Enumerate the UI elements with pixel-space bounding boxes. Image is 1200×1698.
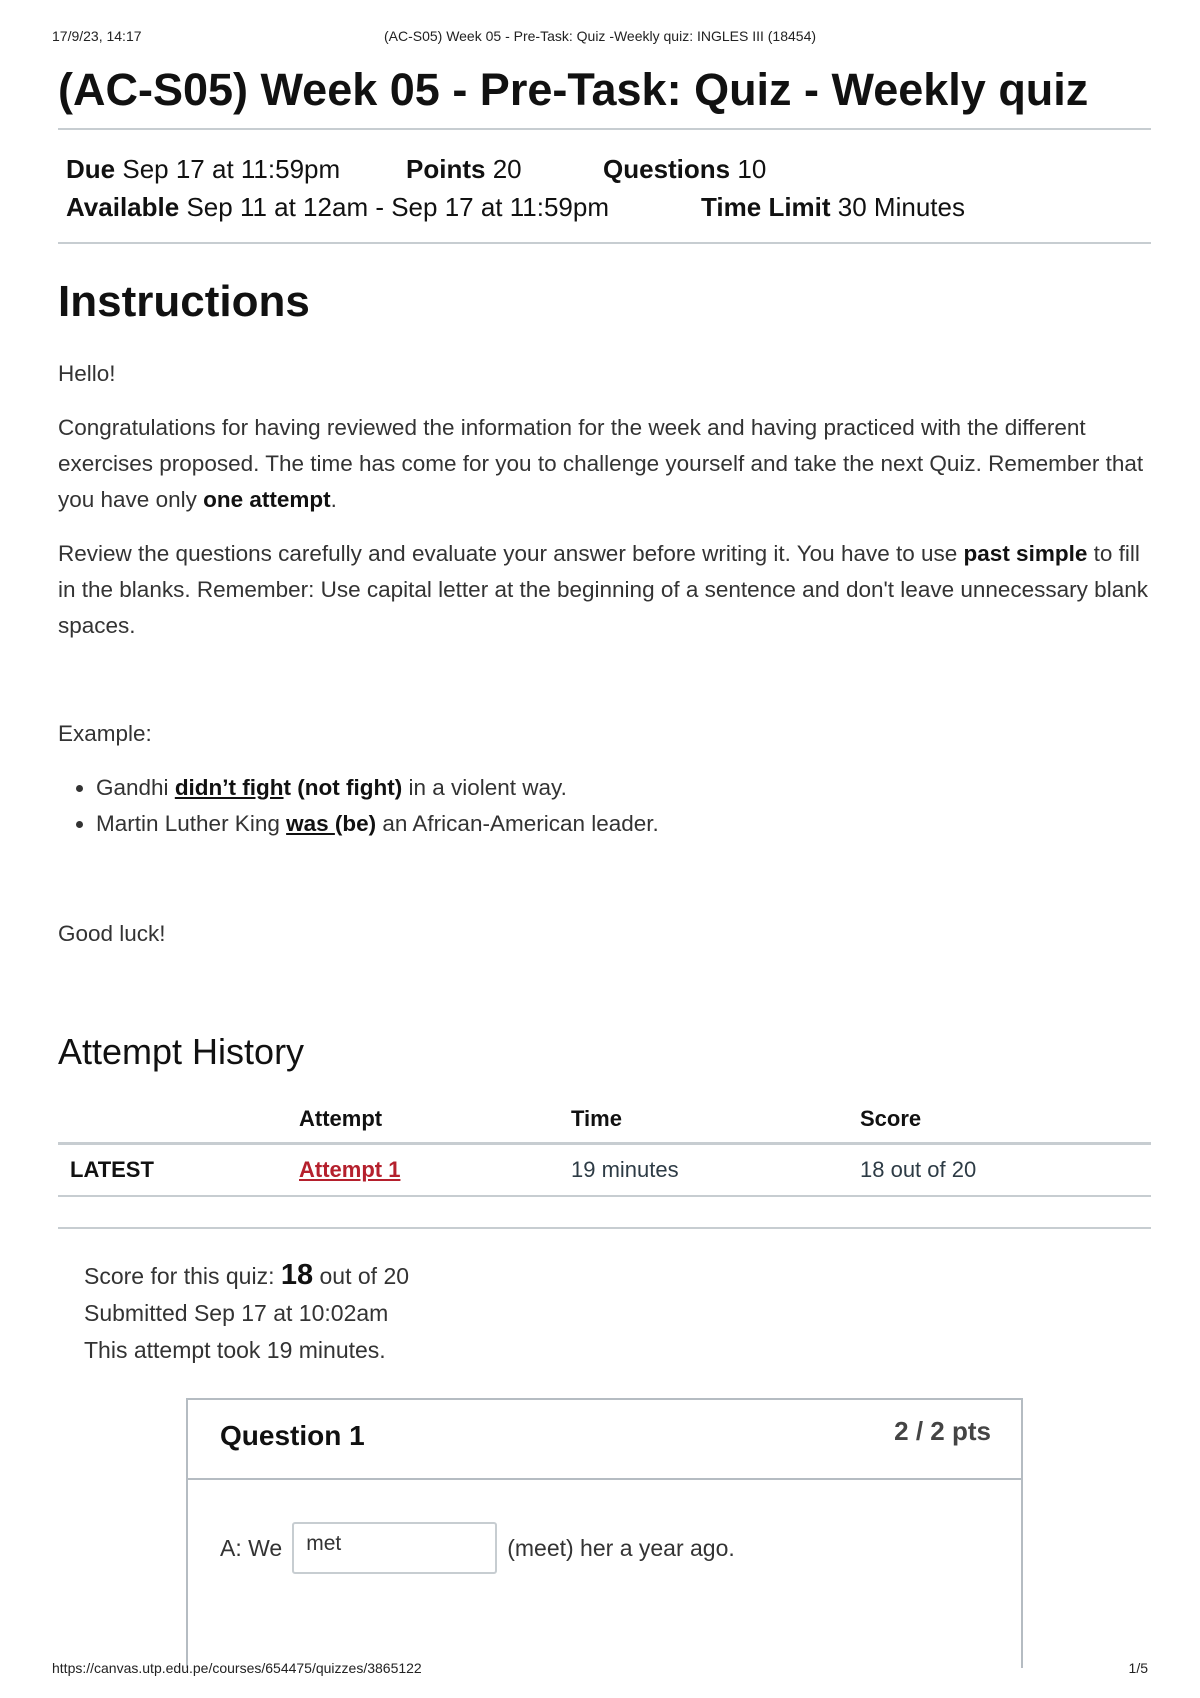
instructions-paragraph-2: Review the questions carefully and evaluate your answer before writing it. You have to use past simple to fill in the blanks. Remember: Use capital letter at the beginning of a sentence and don't leave unnecessary blank spaces.: [58, 541, 1148, 638]
example-item: • Martin Luther King was (be) an African-American leader.: [96, 806, 1151, 842]
print-date: 17/9/23, 14:17: [52, 28, 142, 44]
good-luck-text: Good luck!: [58, 921, 166, 946]
divider: [58, 242, 1151, 244]
quiz-content: [58, 60, 1151, 1369]
submitted-time: Submitted Sep 17 at 10:02am: [84, 1300, 389, 1326]
question-sentence: [220, 1522, 1021, 1574]
quiz-score: Score for this quiz: 18 out of 20: [84, 1259, 410, 1291]
points-label: Points: [406, 154, 486, 184]
attempt-history-heading: Attempt History: [58, 1031, 305, 1072]
questions-detail: [603, 150, 766, 188]
attempt-history-table: [58, 1096, 1151, 1197]
column-header-time: Time: [559, 1096, 848, 1144]
attempt-duration: This attempt took 19 minutes.: [84, 1337, 386, 1363]
latest-label: LATEST: [58, 1144, 287, 1197]
due-detail: [66, 150, 406, 188]
print-footer: [52, 1660, 1148, 1680]
question-title: Question 1: [220, 1420, 365, 1451]
question-header: [188, 1400, 1021, 1480]
column-header: [58, 1096, 287, 1144]
print-document-title: (AC-S05) Week 05 - Pre-Task: Quiz -Weekly quiz: INGLES III (18454): [383, 28, 817, 44]
table-header-row: [58, 1096, 1151, 1144]
points-detail: [406, 150, 603, 188]
example-label: Example:: [58, 721, 152, 746]
time-limit-value: 30 Minutes: [837, 192, 965, 222]
details-row-1: [66, 150, 1151, 188]
examples-list: [58, 770, 1151, 842]
print-header: [52, 28, 1148, 48]
table-row: [58, 1144, 1151, 1197]
attempt-cell: [287, 1144, 559, 1197]
answer-field[interactable]: met: [292, 1522, 497, 1574]
available-label: Available: [66, 192, 180, 222]
attempt-1-link[interactable]: Attempt 1: [299, 1157, 401, 1182]
available-value: Sep 11 at 12am - Sep 17 at 11:59pm: [186, 192, 609, 222]
questions-value: 10: [737, 154, 767, 184]
available-detail: [66, 188, 701, 226]
time-limit-label: Time Limit: [701, 192, 831, 222]
quiz-result-summary: [58, 1257, 1151, 1369]
instructions-body: [58, 356, 1151, 952]
instructions-paragraph-1: Congratulations for having reviewed the information for the week and having practiced with the different exercises proposed. The time has come for you to challenge yourself and take the next Quiz. Remember that you have only one attempt.: [58, 415, 1144, 512]
column-header-score: Score: [848, 1096, 1151, 1144]
question-prefix: A: We: [220, 1534, 283, 1561]
divider: [58, 1227, 1151, 1229]
page-title: (AC-S05) Week 05 - Pre-Task: Quiz - Weekly quiz: [58, 64, 1089, 115]
question-points: 2 / 2 pts: [894, 1416, 991, 1446]
due-value: Sep 17 at 11:59pm: [122, 154, 341, 184]
question-1-card: [186, 1398, 1023, 1668]
question-suffix: (meet) her a year ago.: [507, 1534, 735, 1561]
quiz-details: [58, 130, 1151, 242]
questions-label: Questions: [603, 154, 731, 184]
hello-text: Hello!: [58, 361, 116, 386]
example-item: • Gandhi didn’t fight (not fight) in a violent way.: [96, 770, 1151, 806]
points-value: 20: [492, 154, 522, 184]
print-url: https://canvas.utp.edu.pe/courses/654475/quizzes/3865122: [52, 1660, 422, 1676]
column-header-attempt: Attempt: [287, 1096, 559, 1144]
due-label: Due: [66, 154, 116, 184]
time-limit-detail: [701, 188, 965, 226]
question-body: [188, 1480, 1021, 1574]
time-cell: 19 minutes: [559, 1144, 848, 1197]
score-cell: 18 out of 20: [848, 1144, 1151, 1197]
details-row-2: [66, 188, 1151, 226]
instructions-heading: Instructions: [58, 277, 310, 326]
page-number: 1/5: [1128, 1660, 1148, 1676]
